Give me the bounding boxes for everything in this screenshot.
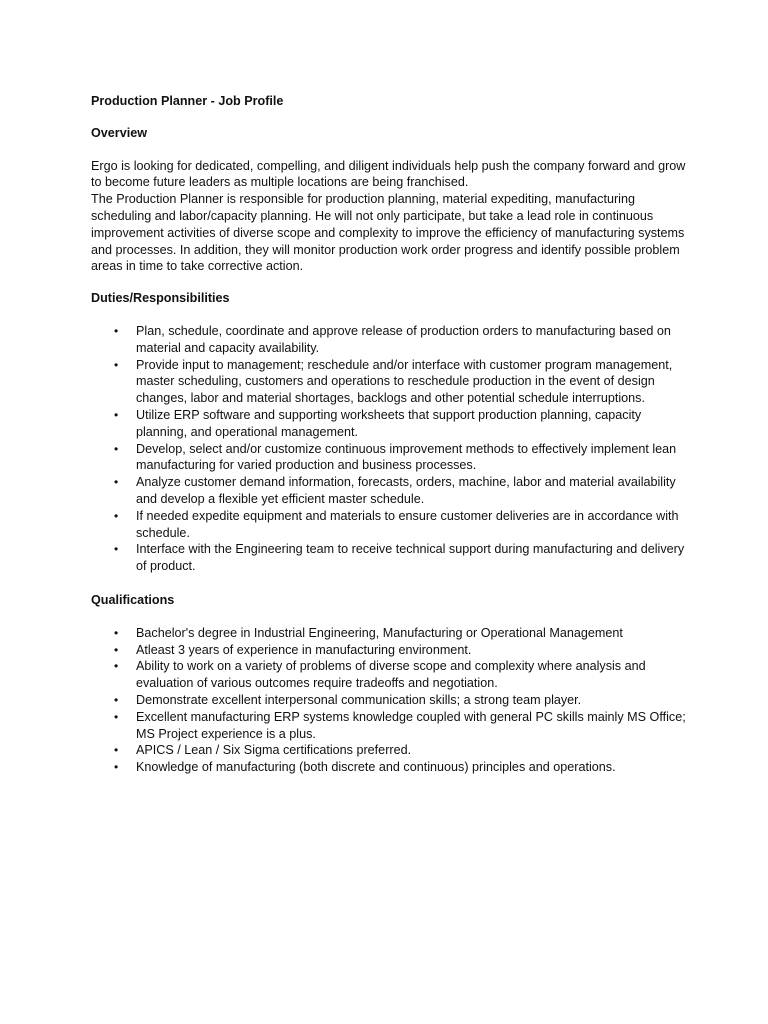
bullet-icon: • bbox=[114, 692, 119, 707]
bullet-icon: • bbox=[114, 508, 119, 523]
qualifications-list bbox=[91, 625, 691, 776]
bullet-icon: • bbox=[114, 642, 119, 657]
duties-list bbox=[91, 323, 691, 575]
list-item-text: Develop, select and/or customize continuous improvement methods to effectively implement lean manufacturing for varied production and business processes. bbox=[136, 441, 677, 473]
list-item-text: Interface with the Engineering team to receive technical support during manufacturing and delivery of product. bbox=[136, 542, 685, 574]
overview-heading: Overview bbox=[91, 125, 148, 140]
bullet-icon: • bbox=[114, 760, 119, 775]
list-item bbox=[91, 541, 691, 575]
bullet-icon: • bbox=[114, 441, 119, 456]
bullet-icon: • bbox=[114, 407, 119, 422]
list-item bbox=[91, 508, 691, 542]
overview-paragraph-1: Ergo is looking for dedicated, compelling, and diligent individuals help push the company forward and grow to become future leaders as multiple locations are being franchised. bbox=[91, 158, 686, 190]
bullet-icon: • bbox=[114, 743, 119, 758]
bullet-icon: • bbox=[114, 323, 119, 338]
list-item bbox=[91, 709, 691, 743]
list-item bbox=[91, 642, 691, 659]
list-item bbox=[91, 692, 691, 709]
list-item-text: Atleast 3 years of experience in manufacturing environment. bbox=[136, 642, 472, 657]
document-title: Production Planner - Job Profile bbox=[91, 94, 284, 108]
qualifications-heading: Qualifications bbox=[91, 592, 175, 607]
duties-heading: Duties/Responsibilities bbox=[91, 291, 230, 306]
list-item bbox=[91, 407, 691, 441]
document-page bbox=[91, 93, 691, 793]
list-item-text: Ability to work on a variety of problems of diverse scope and complexity where analysis and evaluation of various outcomes require tradeoffs and negotiation. bbox=[136, 659, 646, 691]
bullet-icon: • bbox=[114, 709, 119, 724]
bullet-icon: • bbox=[114, 542, 119, 557]
list-item-text: If needed expedite equipment and materials to ensure customer deliveries are in accordance with schedule. bbox=[136, 508, 679, 540]
list-item bbox=[91, 658, 691, 692]
overview-section bbox=[91, 158, 691, 276]
bullet-icon: • bbox=[114, 625, 119, 640]
list-item-text: Demonstrate excellent interpersonal communication skills; a strong team player. bbox=[136, 692, 582, 707]
list-item-text: APICS / Lean / Six Sigma certifications preferred. bbox=[136, 743, 412, 758]
list-item-text: Provide input to management; reschedule and/or interface with customer program management, master scheduling, customers and operations to reschedule production in the event of design changes, labor and material shortages, backlogs and other potential schedule interruptions. bbox=[136, 357, 673, 406]
bullet-icon: • bbox=[114, 475, 119, 490]
list-item bbox=[91, 474, 691, 508]
list-item-text: Excellent manufacturing ERP systems knowledge coupled with general PC skills mainly MS Office; MS Project experience is a plus. bbox=[136, 709, 686, 741]
list-item bbox=[91, 742, 691, 759]
list-item-text: Analyze customer demand information, forecasts, orders, machine, labor and material availability and develop a flexible yet efficient master schedule. bbox=[136, 475, 676, 506]
list-item bbox=[91, 759, 691, 776]
list-item-text: Knowledge of manufacturing (both discrete and continuous) principles and operations. bbox=[136, 760, 616, 775]
list-item bbox=[91, 441, 691, 475]
list-item bbox=[91, 625, 691, 642]
list-item-text: Bachelor's degree in Industrial Engineering, Manufacturing or Operational Management bbox=[136, 625, 623, 640]
list-item bbox=[91, 357, 691, 407]
list-item-text: Utilize ERP software and supporting worksheets that support production planning, capacity planning, and operational management. bbox=[136, 407, 642, 439]
bullet-icon: • bbox=[114, 659, 119, 674]
bullet-icon: • bbox=[114, 357, 119, 372]
list-item-text: Plan, schedule, coordinate and approve release of production orders to manufacturing based on material and capacity availability. bbox=[136, 323, 671, 355]
overview-paragraph-2: The Production Planner is responsible for production planning, material expediting, manufacturing scheduling and labor/capacity planning. He will not only participate, but take a lead role in continuous improvement activities of diverse scope and complexity to improve the efficiency of manufacturing systems and processes. In addition, they will monitor production work order progress and identify possible problem areas in time to take corrective action. bbox=[91, 192, 685, 274]
list-item bbox=[91, 323, 691, 357]
